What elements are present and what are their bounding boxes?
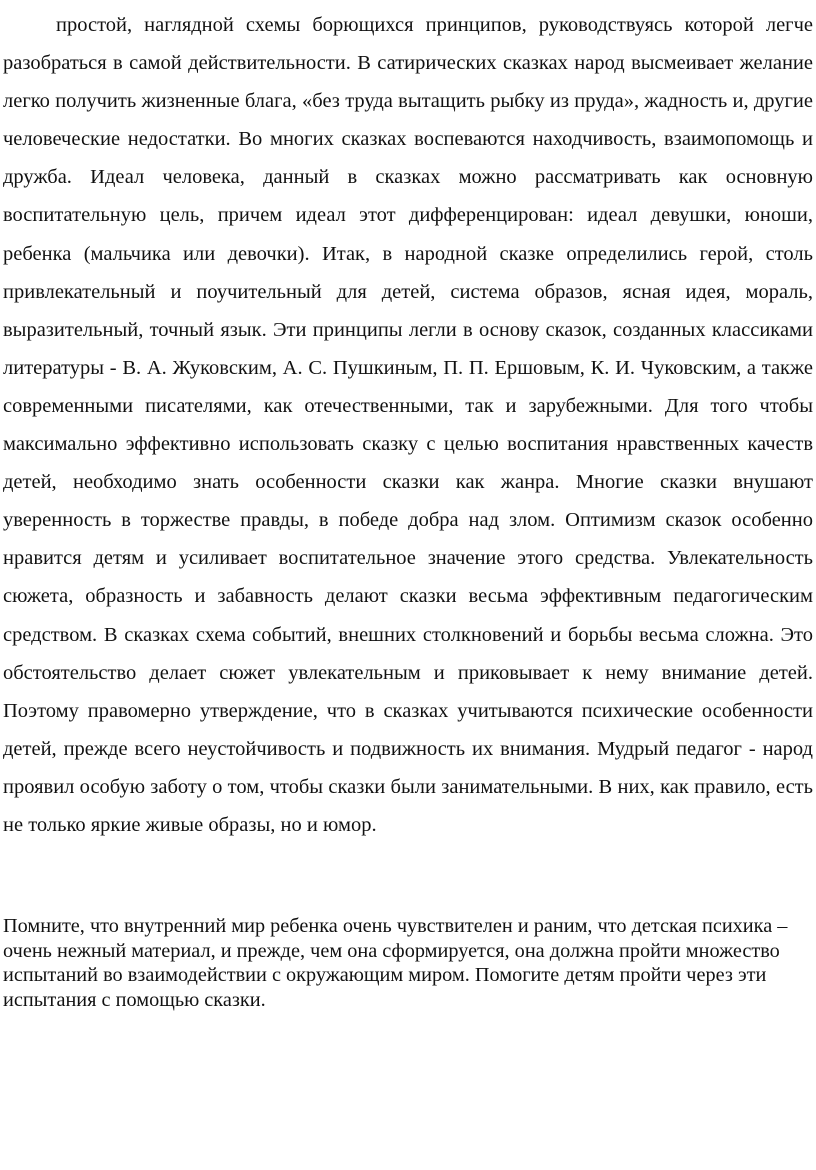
closing-paragraph: Помните, что внутренний мир ребенка очень чувствителен и раним, что детская психика – очень нежный материал, и прежде, чем она сформируется, она должна пройти множество испытаний во взаимодействии с окружающим миром. Помогите детям пройти через эти испытания с помощью сказки.: [3, 915, 788, 1011]
main-paragraph: простой, наглядной схемы борющихся принципов, руководствуясь которой легче разобраться в самой действительности. В сатирических сказках народ высмеивает желание легко получить жизненные блага, «без труда вытащить рыбку из пруда», жадность и, другие человеческие недостатки. Во многих сказках воспеваются находчивость, взаимопомощь и дружба. Идеал человека, данный в сказках можно рассматривать как основную воспитательную цель, причем идеал этот дифференцирован: идеал девушки, юноши, ребенка (мальчика или девочки). Итак, в народной сказке определились герой, столь привлекательный и поучительный для детей, система образов, ясная идея, мораль, выразительный, точный язык. Эти принципы легли в основу сказок, созданных классиками литературы - В. А. Жуковским, А. С. Пушкиным, П. П. Ершовым, К. И. Чуковским, а также современными писателями, как отечественными, так и зарубежными. Для того чтобы максимально эффективно использовать сказку с целью воспитания нравственных качеств детей, необходимо знать особенности сказки как жанра. Многие сказки внушают уверенность в торжестве правды, в победе добра над злом. Оптимизм сказок особенно нравится детям и усиливает воспитательное значение этого средства. Увлекательность сюжета, образность и забавность делают сказки весьма эффективным педагогическим средством. В сказках схема событий, внешних столкновений и борьбы весьма сложна. Это обстоятельство делает сюжет увлекательным и приковывает к нему внимание детей. Поэтому правомерно утверждение, что в сказках учитываются психические особенности детей, прежде всего неустойчивость и подвижность их внимания. Мудрый педагог - народ проявил особую заботу о том, чтобы сказки были занимательными. В них, как правило, есть не только яркие живые образы, но и юмор.: [3, 14, 813, 836]
